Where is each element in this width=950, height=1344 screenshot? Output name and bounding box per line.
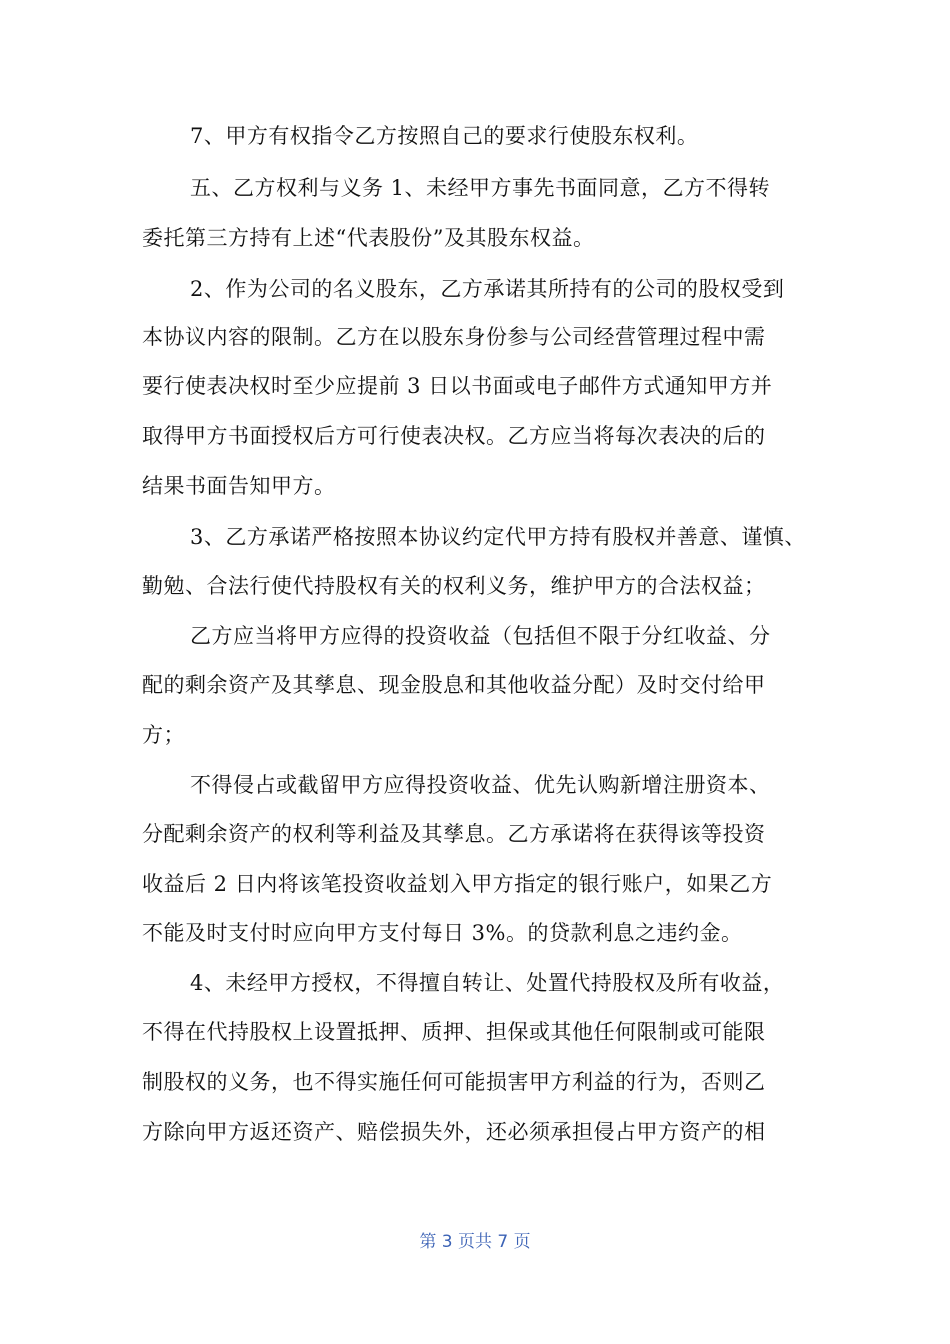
paragraph-line: 本协议内容的限制。乙方在以股东身份参与公司经营管理过程中需 [142, 325, 766, 349]
paragraph-line: 2、作为公司的名义股东，乙方承诺其所持有的公司的股权受到 [190, 277, 785, 301]
paragraph-line: 结果书面告知甲方。 [142, 474, 336, 498]
paragraph-line: 分配剩余资产的权利等利益及其孳息。乙方承诺将在获得该等投资 [142, 822, 766, 846]
paragraph-line: 方； [142, 723, 185, 747]
paragraph-line: 取得甲方书面授权后方可行使表决权。乙方应当将每次表决的后的 [142, 424, 766, 448]
paragraph-line: 委托第三方持有上述“代表股份”及其股东权益。 [142, 226, 595, 250]
paragraph-line: 4、未经甲方授权，不得擅自转让、处置代持股权及所有收益， [190, 971, 785, 995]
paragraph-line: 制股权的义务，也不得实施任何可能损害甲方利益的行为，否则乙 [142, 1070, 766, 1094]
page-number-footer: 第 3 页共 7 页 [419, 1232, 531, 1252]
paragraph-line: 不能及时支付时应向甲方支付每日 3%。的贷款利息之违约金。 [142, 921, 743, 945]
paragraph-line: 配的剩余资产及其孳息、现金股息和其他收益分配）及时交付给甲 [142, 673, 766, 697]
paragraph-line: 勤勉、合法行使代持股权有关的权利义务，维护甲方的合法权益； [142, 574, 766, 598]
paragraph-line: 不得在代持股权上设置抵押、质押、担保或其他任何限制或可能限 [142, 1020, 766, 1044]
paragraph-line: 收益后 2 日内将该笔投资收益划入甲方指定的银行账户，如果乙方 [142, 872, 773, 896]
paragraph-line: 不得侵占或截留甲方应得投资收益、优先认购新增注册资本、 [190, 773, 771, 797]
paragraph-line: 方除向甲方返还资产、赔偿损失外，还必须承担侵占甲方资产的相 [142, 1120, 766, 1144]
paragraph-line: 要行使表决权时至少应提前 3 日以书面或电子邮件方式通知甲方并 [142, 374, 773, 398]
paragraph-line: 3、乙方承诺严格按照本协议约定代甲方持有股权并善意、谨慎、 [190, 525, 806, 549]
paragraph-line: 乙方应当将甲方应得的投资收益（包括但不限于分红收益、分 [190, 624, 771, 648]
paragraph-line: 五、乙方权利与义务 1、未经甲方事先书面同意，乙方不得转 [190, 176, 771, 200]
paragraph-line: 7、甲方有权指令乙方按照自己的要求行使股东权利。 [190, 124, 699, 148]
